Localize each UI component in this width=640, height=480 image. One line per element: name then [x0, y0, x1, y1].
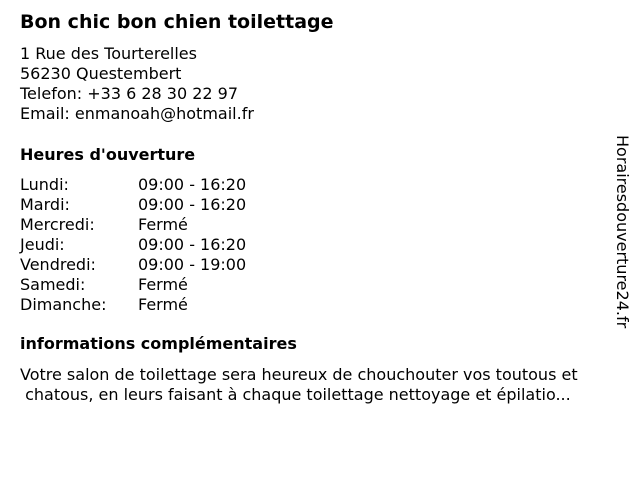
hours-row-friday: [20, 255, 246, 275]
postal-city: 56230 Questembert: [20, 64, 182, 83]
day-hours: Fermé: [138, 275, 188, 294]
day-hours: 09:00 - 16:20: [138, 235, 247, 254]
email-address: Email: enmanoah@hotmail.fr: [20, 104, 254, 123]
day-hours: Fermé: [138, 215, 188, 234]
day-label: Lundi:: [20, 175, 69, 194]
business-description: [20, 365, 630, 405]
day-label: Mardi:: [20, 195, 70, 214]
opening-hours-heading: Heures d'ouverture: [20, 145, 196, 164]
hours-row-saturday: [20, 275, 246, 295]
site-watermark: Horairesdouverture24.fr: [613, 135, 632, 329]
hours-row-monday: [20, 175, 246, 195]
day-hours: 09:00 - 19:00: [138, 255, 247, 274]
day-hours: 09:00 - 16:20: [138, 175, 247, 194]
street-address: 1 Rue des Tourterelles: [20, 44, 197, 63]
day-hours: Fermé: [138, 295, 188, 314]
hours-row-thursday: [20, 235, 246, 255]
hours-row-tuesday: [20, 195, 246, 215]
day-label: Jeudi:: [20, 235, 65, 254]
business-title: Bon chic bon chien toilettage: [20, 11, 334, 33]
day-label: Dimanche:: [20, 295, 107, 314]
day-hours: 09:00 - 16:20: [138, 195, 247, 214]
day-label: Mercredi:: [20, 215, 95, 234]
day-label: Vendredi:: [20, 255, 96, 274]
hours-row-wednesday: [20, 215, 246, 235]
description-line-1: Votre salon de toilettage sera heureux de chouchouter vos toutous et: [20, 365, 578, 384]
hours-row-sunday: [20, 295, 246, 315]
phone-number: Telefon: +33 6 28 30 22 97: [20, 84, 239, 103]
opening-hours-table: [20, 175, 246, 315]
address-block: [20, 44, 254, 124]
description-line-2: chatous, en leurs faisant à chaque toilettage nettoyage et épilatio...: [20, 385, 571, 404]
day-label: Samedi:: [20, 275, 86, 294]
additional-info-heading: informations complémentaires: [20, 334, 297, 353]
